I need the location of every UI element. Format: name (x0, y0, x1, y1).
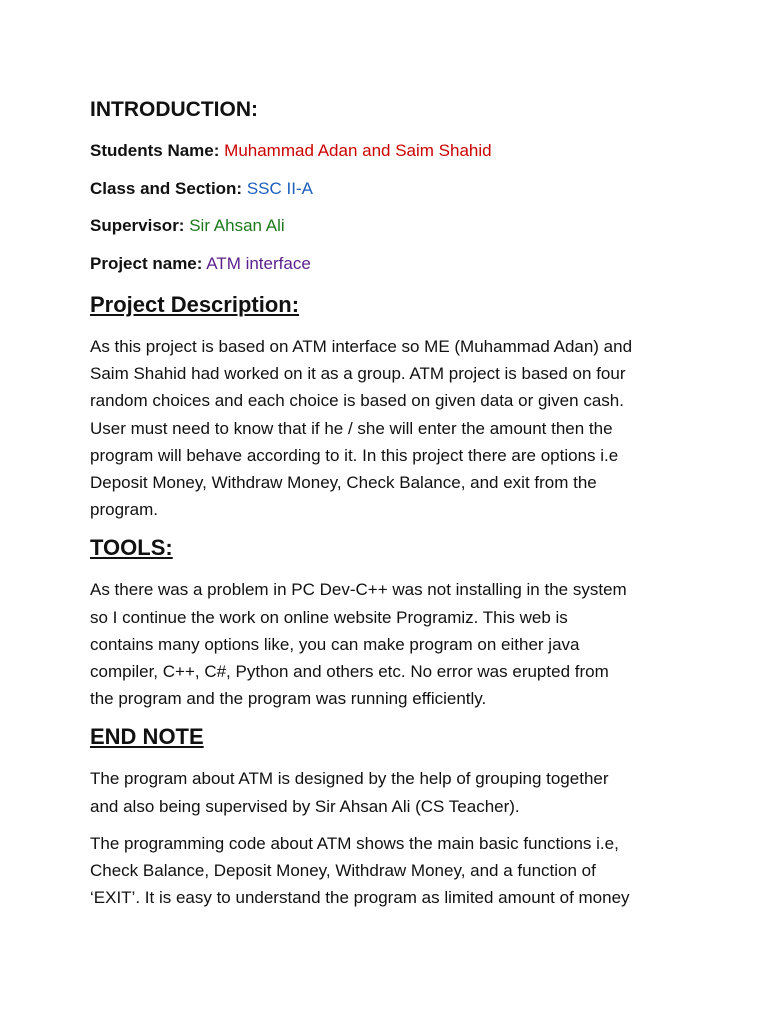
paragraph-line: As this project is based on ATM interface so ME (Muhammad Adan) and (90, 337, 633, 356)
project-name-field (90, 253, 680, 275)
students-name-value: Muhammad Adan and Saim Shahid (224, 141, 492, 160)
supervisor-field (90, 215, 680, 237)
paragraph-line: Check Balance, Deposit Money, Withdraw Money, and a function of (90, 861, 596, 881)
project-name-value: ATM interface (206, 253, 311, 273)
paragraph-line: so I continue the work on online website Programiz. This web is (90, 607, 568, 627)
students-name-field (90, 140, 680, 162)
project-description-paragraph (90, 333, 680, 523)
paragraph-line: program. (90, 500, 159, 520)
paragraph-line: As there was a problem in PC Dev-C++ was not installing in the system (90, 580, 627, 600)
class-section-label: Class and Section: (90, 178, 243, 198)
tools-heading: TOOLS: (90, 535, 173, 561)
introduction-heading: INTRODUCTION: (90, 98, 258, 121)
paragraph-line: and also being supervised by Sir Ahsan Ali (CS Teacher). (90, 796, 520, 816)
paragraph-line: ‘EXIT’. It is easy to understand the program as limited amount of money (90, 888, 630, 908)
paragraph-line: The programming code about ATM shows the main basic functions i.e, (90, 833, 619, 853)
paragraph-line: Saim Shahid had worked on it as a group. ATM project is based on four (90, 364, 626, 384)
supervisor-label: Supervisor: (90, 216, 185, 235)
class-section-field (90, 178, 680, 200)
project-description-heading: Project Description: (90, 292, 300, 317)
document-page (90, 96, 680, 921)
paragraph-line: the program and the program was running efficiently. (90, 689, 487, 709)
paragraph-line: program will behave according to it. In this project there are options i.e (90, 445, 619, 465)
paragraph-line: The program about ATM is designed by the help of grouping together (90, 769, 609, 789)
paragraph-line: compiler, C++, C#, Python and others etc. No error was erupted from (90, 662, 609, 682)
students-name-label: Students Name: (90, 141, 220, 160)
supervisor-value: Sir Ahsan Ali (189, 216, 285, 235)
end-note-paragraph-1 (90, 765, 680, 819)
tools-paragraph (90, 576, 680, 712)
class-section-value: SSC II-A (246, 178, 313, 198)
paragraph-line: contains many options like, you can make program on either java (90, 634, 580, 654)
paragraph-line: User must need to know that if he / she will enter the amount then the (90, 418, 613, 438)
end-note-heading: END NOTE (90, 724, 204, 750)
end-note-paragraph-2 (90, 830, 680, 912)
paragraph-line: Deposit Money, Withdraw Money, Check Balance, and exit from the (90, 473, 597, 493)
project-name-label: Project name: (90, 253, 203, 273)
paragraph-line: random choices and each choice is based on given data or given cash. (90, 391, 624, 411)
